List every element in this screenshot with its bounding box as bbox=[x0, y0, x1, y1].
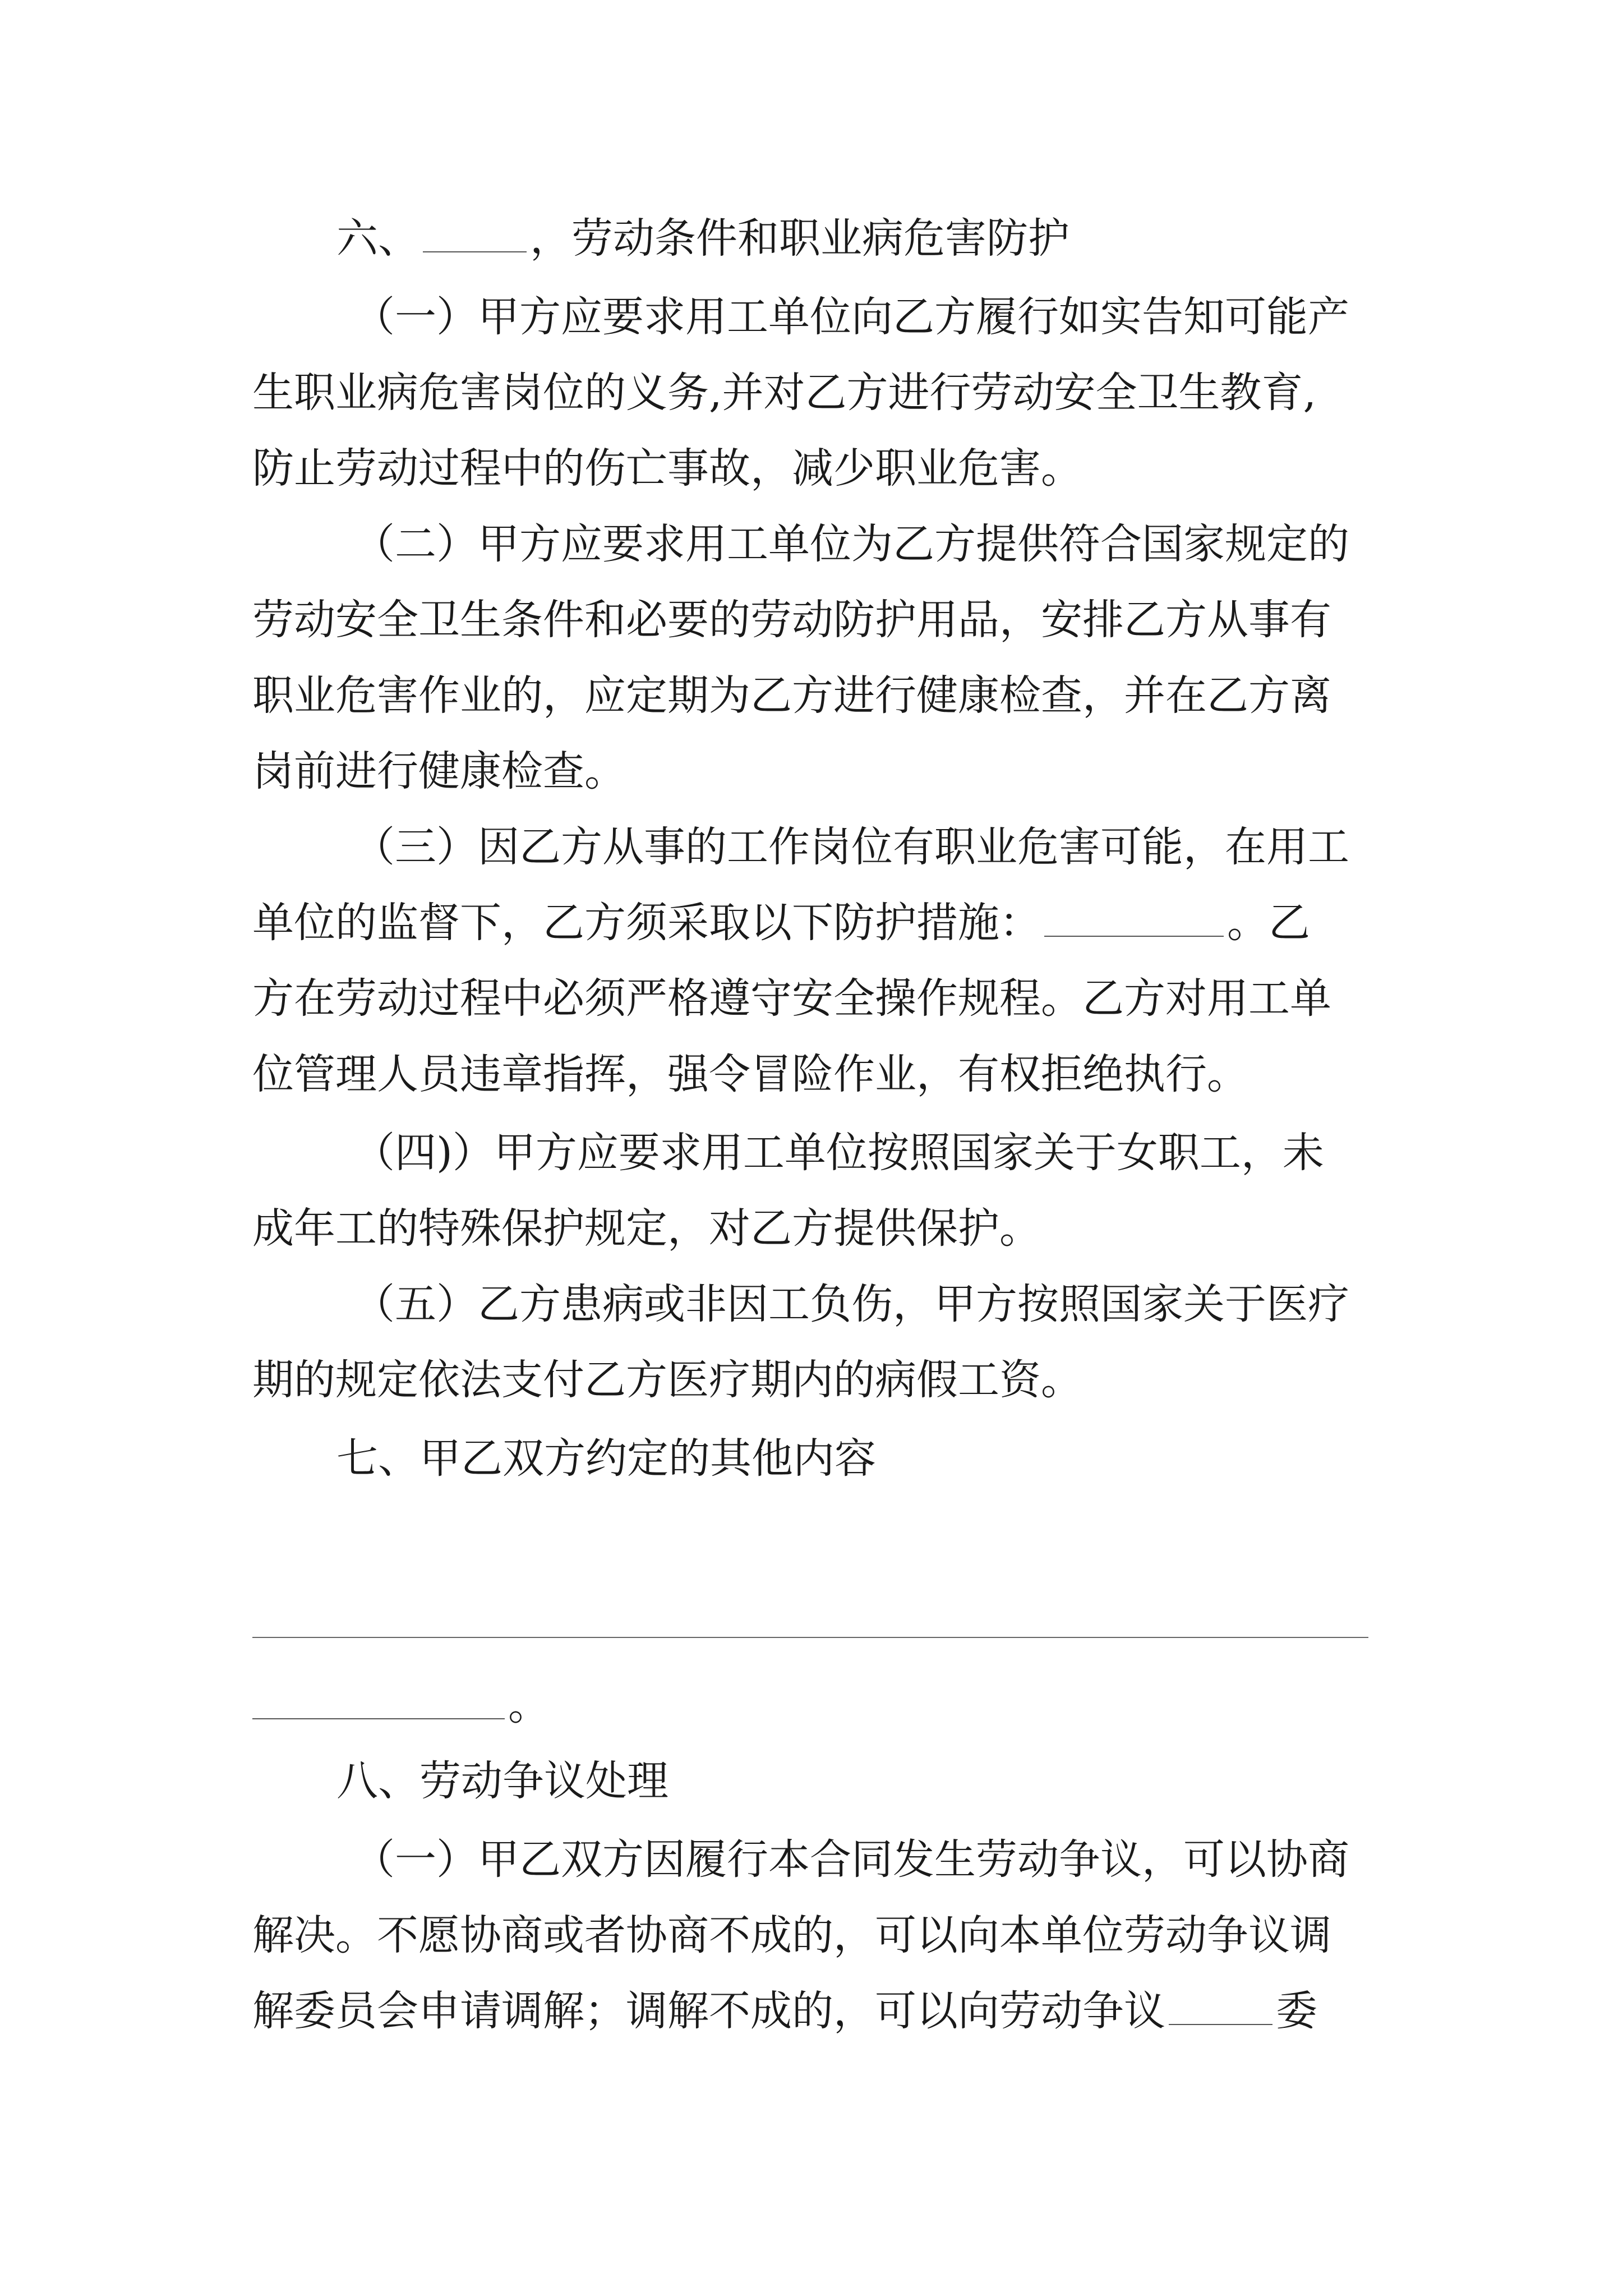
s6-p5-line-2: 期的规定依法支付乙方医疗期内的病假工资。 bbox=[252, 1356, 1082, 1404]
s8-p1-line-3 bbox=[252, 1980, 1317, 2042]
section-6-title: ，劳动条件和职业病危害防护 bbox=[530, 214, 1069, 263]
s6-p5-line-1: （五）乙方患病或非因工负伤，甲方按照国家关于医疗 bbox=[353, 1280, 1349, 1328]
s6-p3-line-2-text: 单位的监督下，乙方须采取以下防护措施： bbox=[252, 899, 1041, 947]
s6-p2-line-2: 劳动安全卫生条件和必要的劳动防护用品，安排乙方从事有 bbox=[252, 596, 1331, 644]
s6-p2-line-1: （二）甲方应要求用工单位为乙方提供符合国家规定的 bbox=[353, 520, 1349, 568]
section-6-heading bbox=[336, 208, 1069, 269]
s6-p3-line-4: 位管理人员违章指挥，强令冒险作业，有权拒绝执行。 bbox=[252, 1050, 1248, 1098]
s6-p4-line-1: （四)）甲方应要求用工单位按照国家关于女职工，未 bbox=[353, 1129, 1324, 1177]
s6-p1-line-2: 生职业病危害岗位的义务,并对乙方进行劳动安全卫生教育, bbox=[252, 369, 1317, 417]
section-7-heading: 七、甲乙双方约定的其他内容 bbox=[336, 1434, 876, 1483]
section-8-heading: 八、劳动争议处理 bbox=[336, 1757, 668, 1805]
s6-p3-line-2-end: 。乙 bbox=[1227, 899, 1310, 947]
s6-p3-line-1: （三）因乙方从事的工作岗位有职业危害可能，在用工 bbox=[353, 823, 1349, 871]
section-6-number: 六、 bbox=[336, 214, 419, 263]
s6-p3-line-3: 方在劳动过程中必须严格遵守安全操作规程。乙方对用工单 bbox=[252, 974, 1331, 1023]
protective-measures-blank[interactable] bbox=[1044, 899, 1224, 937]
s8-p1-line-3-end: 委 bbox=[1276, 1987, 1317, 2035]
other-content-blank[interactable] bbox=[252, 1681, 505, 1719]
s6-p1-line-1: （一）甲方应要求用工单位向乙方履行如实告知可能产 bbox=[353, 293, 1349, 341]
other-content-end: 。 bbox=[508, 1681, 550, 1729]
s6-p2-line-3: 职业危害作业的，应定期为乙方进行健康检查，并在乙方离 bbox=[252, 671, 1331, 720]
s8-p1-line-2: 解决。不愿协商或者协商不成的，可以向本单位劳动争议调 bbox=[252, 1911, 1331, 1959]
s6-p2-line-4: 岗前进行健康检查。 bbox=[252, 747, 626, 795]
s8-p1-line-1: （一）甲乙双方因履行本合同发生劳动争议，可以协商 bbox=[353, 1835, 1349, 1884]
section-6-blank[interactable] bbox=[423, 214, 527, 252]
arbitration-blank[interactable] bbox=[1169, 1987, 1272, 2025]
s6-p1-line-3: 防止劳动过程中的伤亡事故，减少职业危害。 bbox=[252, 444, 1082, 493]
s8-p1-line-3-text: 解委员会申请调解；调解不成的，可以向劳动争议 bbox=[252, 1987, 1165, 2035]
other-content-blank-line[interactable] bbox=[252, 1637, 1368, 1638]
other-content-end-line bbox=[252, 1674, 550, 1736]
s6-p4-line-2: 成年工的特殊保护规定，对乙方提供保护。 bbox=[252, 1204, 1041, 1253]
s6-p3-line-2 bbox=[252, 892, 1310, 954]
